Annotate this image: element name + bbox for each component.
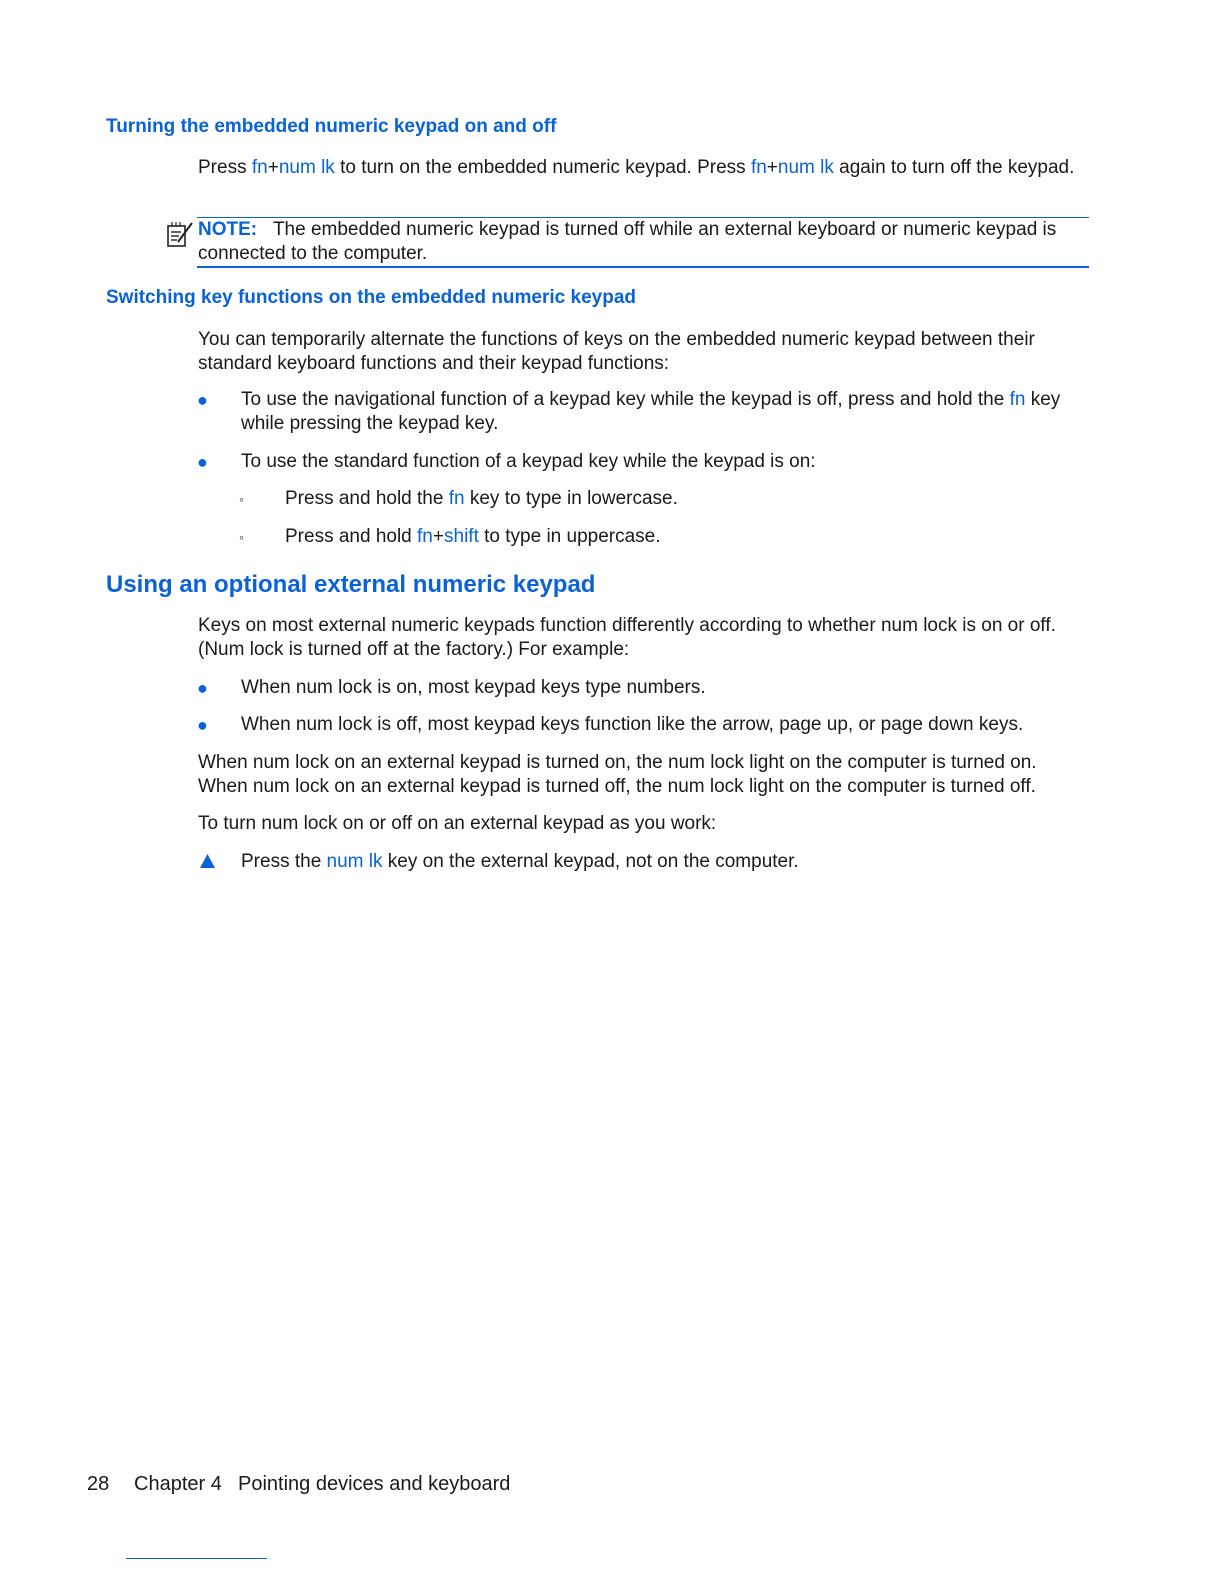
sub-list-item: Press and hold the fn key to type in lowercase. [285,488,678,509]
footer-rule [126,1558,267,1559]
key-fn: fn [448,488,465,509]
note-label: NOTE: [198,219,258,240]
key-fn: fn [251,157,268,178]
footer-title: Pointing devices and keyboard [238,1473,511,1495]
note-icon [166,220,194,250]
list-item: To use the navigational function of a keypad key while the keypad is off, press and hold the fn key while pressing the keypad key. [241,389,1061,434]
key-shift: shift [444,526,479,547]
note-text: The embedded numeric keypad is turned off while an external keyboard or numeric keypad is connected to the computer. [198,219,1057,264]
paragraph-num-lock-light: When num lock on an external keypad is turned on, the num lock light on the computer is turned on. When num lock on an external keypad is turned off, the num lock light on the computer is turned off. [198,752,1037,797]
sub-list-item: Press and hold fn+shift to type in uppercase. [285,526,661,547]
list-item: When num lock is off, most keypad keys function like the arrow, page up, or page down keys. [241,714,1024,735]
bullet-icon: ● [197,715,208,735]
bullet-icon: ● [197,390,208,410]
footer-chapter: Chapter 4 [134,1473,222,1495]
step-item: Press the num lk key on the external keypad, not on the computer. [241,851,799,872]
page-number: 28 [87,1473,110,1495]
paragraph-external-intro: Keys on most external numeric keypads function differently according to whether num lock is on or off. (Num lock is turned off at the factory.) For example: [198,615,1056,660]
section-heading-keypad-on-off: Turning the embedded numeric keypad on and off [106,116,557,137]
paragraph-keypad-toggle: Press fn+num lk to turn on the embedded numeric keypad. Press fn+num lk again to turn off the keypad. [198,157,1075,178]
list-item: When num lock is on, most keypad keys type numbers. [241,677,706,698]
paragraph-turn-num-lock: To turn num lock on or off on an external keypad as you work: [198,813,717,834]
key-fn: fn [1009,389,1026,410]
key-num-lk: num lk [777,157,834,178]
note-block [198,218,1088,266]
paragraph-switching-intro: You can temporarily alternate the functions of keys on the embedded numeric keypad between their standard keyboard functions and their keypad functions: [198,329,1035,374]
section-heading-external-keypad: Using an optional external numeric keypad [106,571,596,598]
note-bottom-rule [197,266,1089,268]
section-heading-switching-functions: Switching key functions on the embedded numeric keypad [106,287,636,308]
sub-bullet-icon: ◦ [239,529,244,545]
key-fn: fn [417,526,433,547]
step-triangle-icon [199,853,216,869]
key-fn: fn [750,157,767,178]
list-item: To use the standard function of a keypad key while the keypad is on: [241,451,816,472]
key-num-lk: num lk [278,157,335,178]
sub-bullet-icon: ◦ [239,491,244,507]
key-num-lk: num lk [326,851,383,872]
bullet-icon: ● [197,452,208,472]
bullet-icon: ● [197,678,208,698]
